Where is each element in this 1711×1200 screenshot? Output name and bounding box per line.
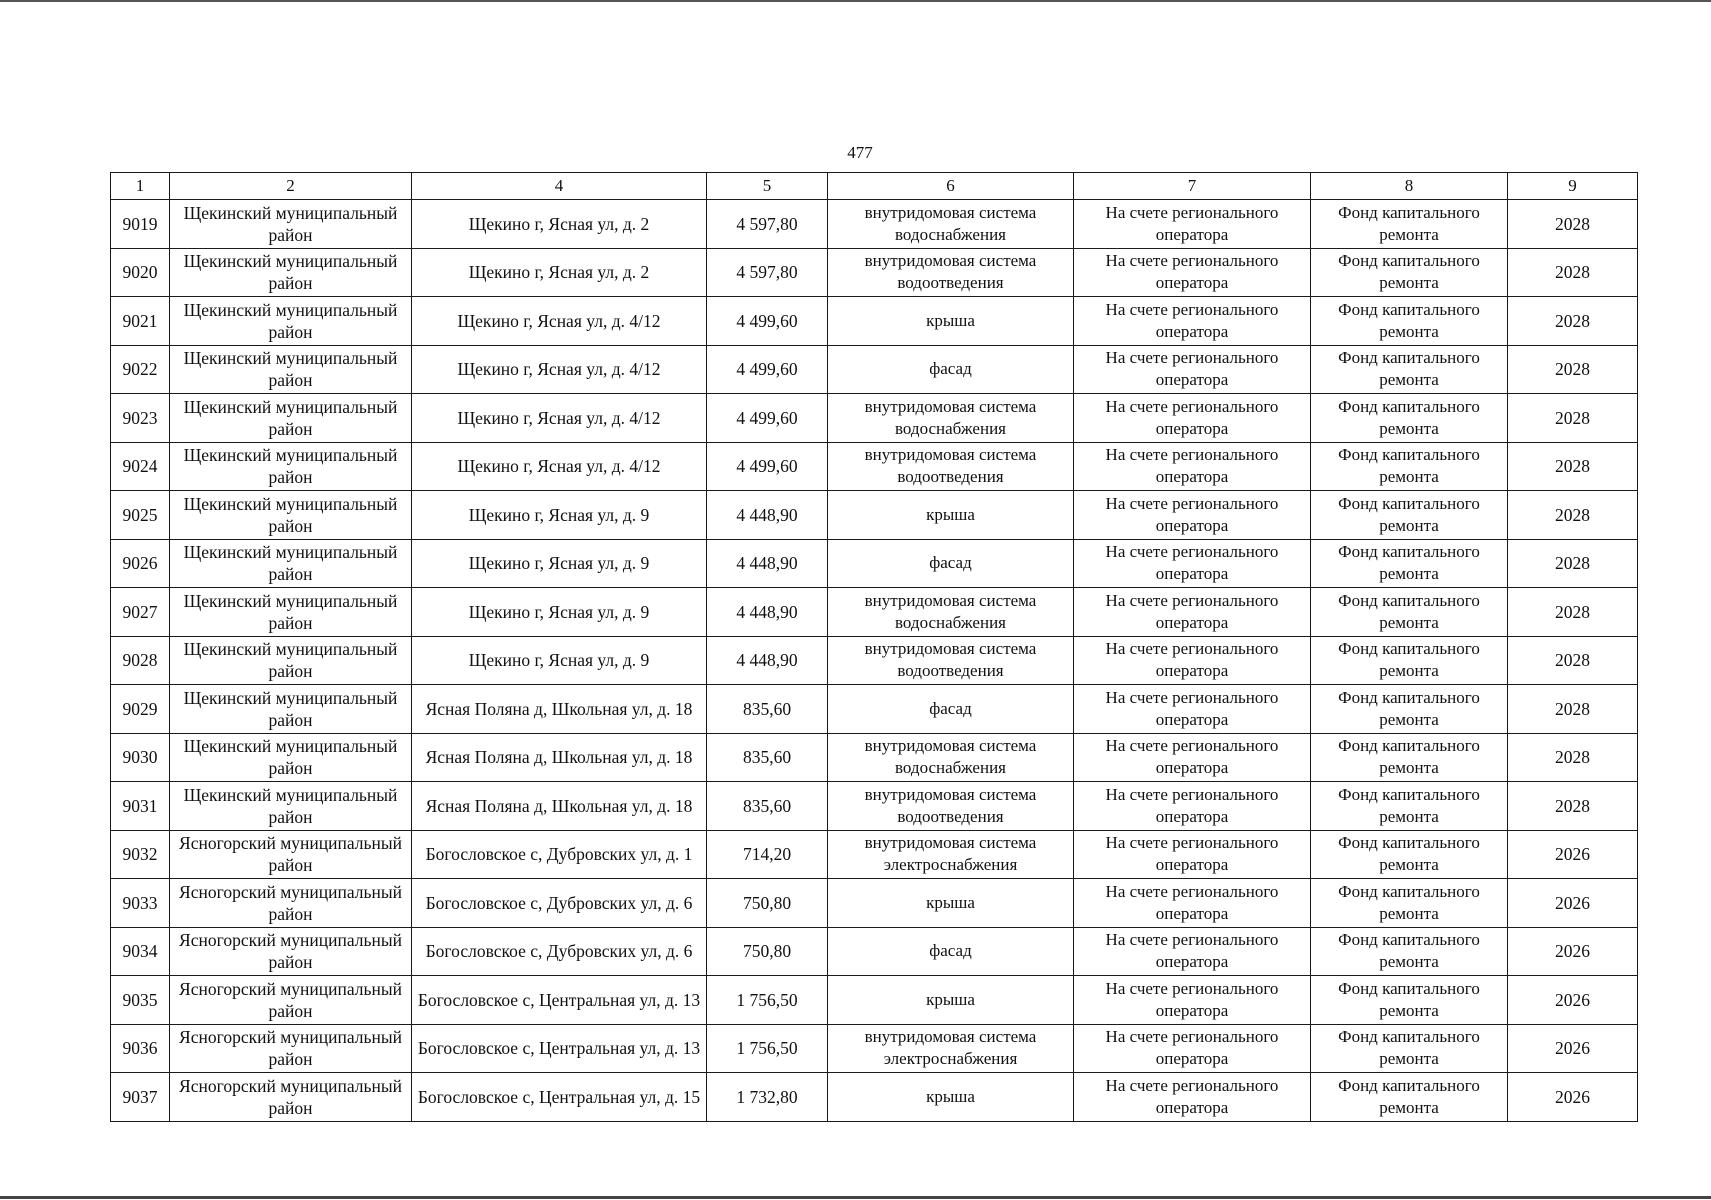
municipality-cell: Ясногорский муниципальный район [170,879,412,928]
funding-source-cell: Фонд капитального ремонта [1311,200,1508,249]
table-row [111,248,1638,297]
area-cell: 835,60 [707,733,828,782]
table-row [111,1073,1638,1122]
year-cell: 2026 [1508,879,1638,928]
row-number-cell: 9034 [111,927,170,976]
funding-source-cell: Фонд капитального ремонта [1311,539,1508,588]
municipality-cell: Ясногорский муниципальный район [170,1024,412,1073]
row-number-cell: 9030 [111,733,170,782]
area-cell: 4 499,60 [707,345,828,394]
area-cell: 750,80 [707,879,828,928]
address-cell: Щекино г, Ясная ул, д. 4/12 [412,345,707,394]
funding-source-cell: Фонд капитального ремонта [1311,927,1508,976]
scan-edge-top [0,0,1711,2]
table-row [111,200,1638,249]
row-number-cell: 9036 [111,1024,170,1073]
municipality-cell: Щекинский муниципальный район [170,636,412,685]
year-cell: 2028 [1508,782,1638,831]
year-cell: 2026 [1508,830,1638,879]
table-row [111,733,1638,782]
table-row [111,297,1638,346]
address-cell: Щекино г, Ясная ул, д. 2 [412,200,707,249]
municipality-cell: Щекинский муниципальный район [170,200,412,249]
work-type-cell: фасад [828,685,1074,734]
funding-source-cell: Фонд капитального ремонта [1311,1024,1508,1073]
table-row [111,830,1638,879]
area-cell: 1 756,50 [707,1024,828,1073]
year-cell: 2028 [1508,539,1638,588]
account-cell: На счете регионального оператора [1074,685,1311,734]
work-type-cell: фасад [828,539,1074,588]
area-cell: 4 597,80 [707,248,828,297]
table-row [111,927,1638,976]
municipality-cell: Ясногорский муниципальный район [170,830,412,879]
funding-source-cell: Фонд капитального ремонта [1311,345,1508,394]
funding-source-cell: Фонд капитального ремонта [1311,588,1508,637]
account-cell: На счете регионального оператора [1074,248,1311,297]
year-cell: 2028 [1508,442,1638,491]
funding-source-cell: Фонд капитального ремонта [1311,782,1508,831]
municipality-cell: Ясногорский муниципальный район [170,927,412,976]
table-row [111,491,1638,540]
row-number-cell: 9033 [111,879,170,928]
page-number: 477 [847,143,873,162]
table-row [111,685,1638,734]
municipality-cell: Щекинский муниципальный район [170,588,412,637]
account-cell: На счете регионального оператора [1074,1024,1311,1073]
funding-source-cell: Фонд капитального ремонта [1311,297,1508,346]
funding-source-cell: Фонд капитального ремонта [1311,394,1508,443]
address-cell: Щекино г, Ясная ул, д. 4/12 [412,297,707,346]
account-cell: На счете регионального оператора [1074,491,1311,540]
work-type-cell: крыша [828,491,1074,540]
account-cell: На счете регионального оператора [1074,830,1311,879]
table-body [111,200,1638,1122]
account-cell: На счете регионального оператора [1074,345,1311,394]
row-number-cell: 9021 [111,297,170,346]
work-type-cell: внутридомовая система водоснабжения [828,394,1074,443]
funding-source-cell: Фонд капитального ремонта [1311,491,1508,540]
account-cell: На счете регионального оператора [1074,588,1311,637]
address-cell: Щекино г, Ясная ул, д. 9 [412,588,707,637]
funding-source-cell: Фонд капитального ремонта [1311,248,1508,297]
account-cell: На счете регионального оператора [1074,782,1311,831]
column-header: 1 [111,173,170,200]
area-cell: 4 448,90 [707,588,828,637]
address-cell: Богословское с, Центральная ул, д. 13 [412,1024,707,1073]
municipality-cell: Ясногорский муниципальный район [170,1073,412,1122]
municipality-cell: Щекинский муниципальный район [170,539,412,588]
year-cell: 2028 [1508,685,1638,734]
register-table [110,172,1638,1122]
work-type-cell: внутридомовая система водоотведения [828,636,1074,685]
row-number-cell: 9032 [111,830,170,879]
address-cell: Богословское с, Дубровских ул, д. 6 [412,927,707,976]
address-cell: Ясная Поляна д, Школьная ул, д. 18 [412,782,707,831]
row-number-cell: 9027 [111,588,170,637]
account-cell: На счете регионального оператора [1074,879,1311,928]
year-cell: 2028 [1508,636,1638,685]
address-cell: Богословское с, Центральная ул, д. 13 [412,976,707,1025]
year-cell: 2028 [1508,733,1638,782]
work-type-cell: внутридомовая система водоснабжения [828,588,1074,637]
work-type-cell: внутридомовая система водоотведения [828,442,1074,491]
municipality-cell: Щекинский муниципальный район [170,685,412,734]
scan-edge-bottom [0,1196,1711,1199]
area-cell: 4 448,90 [707,491,828,540]
column-header: 6 [828,173,1074,200]
address-cell: Щекино г, Ясная ул, д. 9 [412,636,707,685]
account-cell: На счете регионального оператора [1074,927,1311,976]
table-row [111,976,1638,1025]
work-type-cell: внутридомовая система водоснабжения [828,200,1074,249]
table-row [111,394,1638,443]
work-type-cell: фасад [828,927,1074,976]
address-cell: Щекино г, Ясная ул, д. 4/12 [412,442,707,491]
table-row [111,636,1638,685]
work-type-cell: внутридомовая система водоснабжения [828,733,1074,782]
year-cell: 2028 [1508,297,1638,346]
address-cell: Ясная Поляна д, Школьная ул, д. 18 [412,733,707,782]
year-cell: 2026 [1508,976,1638,1025]
table-row [111,345,1638,394]
municipality-cell: Щекинский муниципальный район [170,733,412,782]
account-cell: На счете регионального оператора [1074,442,1311,491]
column-number-row [111,173,1638,200]
address-cell: Щекино г, Ясная ул, д. 4/12 [412,394,707,443]
year-cell: 2028 [1508,248,1638,297]
address-cell: Щекино г, Ясная ул, д. 2 [412,248,707,297]
account-cell: На счете регионального оператора [1074,200,1311,249]
year-cell: 2026 [1508,927,1638,976]
year-cell: 2028 [1508,588,1638,637]
account-cell: На счете регионального оператора [1074,539,1311,588]
work-type-cell: крыша [828,879,1074,928]
municipality-cell: Щекинский муниципальный район [170,442,412,491]
work-type-cell: фасад [828,345,1074,394]
address-cell: Богословское с, Центральная ул, д. 15 [412,1073,707,1122]
work-type-cell: внутридомовая система электроснабжения [828,830,1074,879]
year-cell: 2028 [1508,394,1638,443]
row-number-cell: 9029 [111,685,170,734]
funding-source-cell: Фонд капитального ремонта [1311,976,1508,1025]
municipality-cell: Щекинский муниципальный район [170,297,412,346]
work-type-cell: внутридомовая система водоотведения [828,248,1074,297]
table-row [111,588,1638,637]
funding-source-cell: Фонд капитального ремонта [1311,879,1508,928]
table-row [111,782,1638,831]
row-number-cell: 9020 [111,248,170,297]
funding-source-cell: Фонд капитального ремонта [1311,636,1508,685]
row-number-cell: 9037 [111,1073,170,1122]
work-type-cell: внутридомовая система электроснабжения [828,1024,1074,1073]
area-cell: 4 448,90 [707,636,828,685]
row-number-cell: 9024 [111,442,170,491]
municipality-cell: Щекинский муниципальный район [170,394,412,443]
area-cell: 750,80 [707,927,828,976]
table-row [111,1024,1638,1073]
year-cell: 2026 [1508,1073,1638,1122]
column-header: 5 [707,173,828,200]
row-number-cell: 9026 [111,539,170,588]
municipality-cell: Ясногорский муниципальный район [170,976,412,1025]
column-header: 7 [1074,173,1311,200]
address-cell: Щекино г, Ясная ул, д. 9 [412,491,707,540]
area-cell: 835,60 [707,685,828,734]
municipality-cell: Щекинский муниципальный район [170,248,412,297]
funding-source-cell: Фонд капитального ремонта [1311,1073,1508,1122]
account-cell: На счете регионального оператора [1074,733,1311,782]
column-header: 4 [412,173,707,200]
funding-source-cell: Фонд капитального ремонта [1311,685,1508,734]
column-header: 9 [1508,173,1638,200]
row-number-cell: 9028 [111,636,170,685]
table-row [111,879,1638,928]
address-cell: Ясная Поляна д, Школьная ул, д. 18 [412,685,707,734]
area-cell: 4 499,60 [707,394,828,443]
row-number-cell: 9025 [111,491,170,540]
funding-source-cell: Фонд капитального ремонта [1311,442,1508,491]
municipality-cell: Щекинский муниципальный район [170,345,412,394]
municipality-cell: Щекинский муниципальный район [170,782,412,831]
area-cell: 835,60 [707,782,828,831]
column-header: 8 [1311,173,1508,200]
account-cell: На счете регионального оператора [1074,297,1311,346]
area-cell: 1 756,50 [707,976,828,1025]
work-type-cell: крыша [828,1073,1074,1122]
row-number-cell: 9031 [111,782,170,831]
address-cell: Богословское с, Дубровских ул, д. 6 [412,879,707,928]
table-row [111,442,1638,491]
area-cell: 1 732,80 [707,1073,828,1122]
funding-source-cell: Фонд капитального ремонта [1311,830,1508,879]
work-type-cell: внутридомовая система водоотведения [828,782,1074,831]
area-cell: 4 499,60 [707,442,828,491]
year-cell: 2026 [1508,1024,1638,1073]
area-cell: 4 597,80 [707,200,828,249]
municipality-cell: Щекинский муниципальный район [170,491,412,540]
area-cell: 4 448,90 [707,539,828,588]
row-number-cell: 9022 [111,345,170,394]
funding-source-cell: Фонд капитального ремонта [1311,733,1508,782]
work-type-cell: крыша [828,976,1074,1025]
account-cell: На счете регионального оператора [1074,1073,1311,1122]
work-type-cell: крыша [828,297,1074,346]
account-cell: На счете регионального оператора [1074,636,1311,685]
column-header: 2 [170,173,412,200]
account-cell: На счете регионального оператора [1074,976,1311,1025]
area-cell: 714,20 [707,830,828,879]
year-cell: 2028 [1508,200,1638,249]
year-cell: 2028 [1508,491,1638,540]
address-cell: Щекино г, Ясная ул, д. 9 [412,539,707,588]
year-cell: 2028 [1508,345,1638,394]
account-cell: На счете регионального оператора [1074,394,1311,443]
row-number-cell: 9019 [111,200,170,249]
row-number-cell: 9035 [111,976,170,1025]
table-row [111,539,1638,588]
area-cell: 4 499,60 [707,297,828,346]
row-number-cell: 9023 [111,394,170,443]
address-cell: Богословское с, Дубровских ул, д. 1 [412,830,707,879]
